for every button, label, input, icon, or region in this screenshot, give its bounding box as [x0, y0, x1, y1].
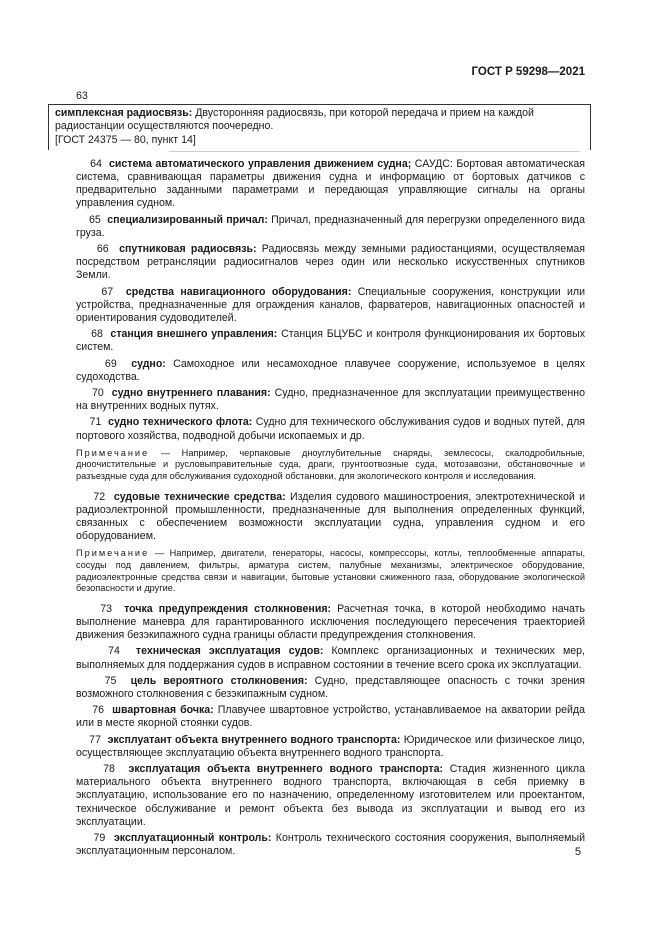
- entry-term: точка предупреждения столкновения:: [124, 602, 332, 615]
- entry-64: [76, 158, 585, 211]
- entry-66: [76, 243, 585, 283]
- entry-term: эксплуатационный контроль:: [113, 832, 272, 845]
- entry-number: 68: [91, 328, 103, 341]
- page-number: 5: [574, 846, 581, 858]
- source-reference: [ГОСТ 24375 — 80, пункт 14]: [55, 133, 196, 146]
- entry-term: система автоматического управления движением судна;: [109, 157, 412, 170]
- entry-text: Самоходное или несамоходное плавучее сооружение, используемое в целях судоходства.: [76, 357, 585, 383]
- entry-term: станция внешнего управления:: [110, 328, 278, 341]
- entry-number: 78: [103, 763, 115, 776]
- note-label: Примечание: [76, 548, 150, 559]
- entry-text: Специальные сооружения, конструкции или устройства, предназначенные для ограждения каналов, фарватеров, навигационных опасностей и ориентирования судоводителей.: [76, 285, 586, 325]
- entry-term: цель вероятного столкновения:: [130, 674, 308, 687]
- entry-text: Комплекс организационных и технических мер, выполняемых для поддержания судов в исправном состоянии в течение всего срока их эксплуатации.: [76, 645, 585, 671]
- entries-64-71: [76, 158, 585, 443]
- note-1: [76, 448, 585, 483]
- entry-number: 65: [88, 213, 101, 226]
- entry-74: [76, 645, 585, 671]
- entry-number: 75: [104, 674, 117, 687]
- entry-text: Причал, предназначенный для перегрузки определенного вида груза.: [76, 213, 585, 239]
- entry-text: САУДС: Бортовая автоматическая система, сравнивающая параметры движения судна и информацию от бортовых датчиков с предварительно заданными параметрами и передающая управляющие сигналы на органы управления судном.: [76, 157, 585, 210]
- entry-number: 79: [93, 832, 106, 845]
- entry-number: 77: [89, 733, 101, 746]
- entry-77: [76, 734, 585, 760]
- entry-text: Двусторонняя радиосвязь, при которой передача и прием на каждой радиостанции осуществляются поочередно.: [55, 107, 534, 133]
- entry-75: [76, 675, 585, 701]
- entry-number: 76: [92, 704, 105, 717]
- entry-term: судно:: [131, 357, 166, 370]
- entry-79: [76, 832, 585, 858]
- entries-73-79: [76, 603, 585, 859]
- note-text: — Например, двигатели, генераторы, насосы, компрессоры, котлы, теплообменные аппараты, сосуды под давлением, фильтры, арматура систем, палубные механизмы, электрическое оборудование, радиоэлектронные средства связи и навигации, бытовые установки сжиженного газа, оборудование экологической безопасности и другие.: [76, 548, 585, 594]
- entry-text: Станция БЦУБС и контроля функционирования их бортовых систем.: [76, 328, 585, 354]
- entry-text: Плавучее швартовное устройство, устанавливаемое на акватории рейда или в месте якорной стоянки судов.: [76, 704, 585, 730]
- entry-term: симплексная радиосвязь:: [55, 107, 193, 120]
- entry-72: [76, 491, 585, 544]
- entry-number: 72: [93, 490, 106, 503]
- entry-number: 67: [101, 285, 114, 298]
- note-2: [76, 548, 585, 594]
- entry-63: [55, 107, 584, 133]
- entry-number: 69: [104, 357, 117, 370]
- entry-text: Радиосвязь между земными радиостанциями, осуществляемая посредством ретрансляции радиосигналов через один или несколько искусственных спутников Земли.: [76, 243, 586, 282]
- quoted-definition-box: [48, 104, 591, 150]
- entry-term: эксплуатация объекта внутреннего водного транспорта:: [128, 763, 443, 776]
- entry-term: швартовная бочка:: [112, 704, 214, 717]
- entry-76: [76, 704, 585, 730]
- document-body: [55, 90, 586, 862]
- entry-term: судно технического флота:: [108, 416, 253, 429]
- entry-number: 66: [96, 243, 109, 256]
- entry-number: 71: [89, 416, 102, 429]
- entry-number: 64: [90, 157, 102, 170]
- entry-term: специализированный причал:: [107, 213, 268, 226]
- entry-term: спутниковая радиосвязь:: [119, 243, 257, 256]
- entry-text: Судно, представляющее опасность с точки зрения возможного столкновения с безэкипажным судном.: [76, 674, 585, 701]
- entry-71: [76, 416, 585, 442]
- entry-text: Изделия судового машиностроения, электротехнической и радиоэлектронной промышленности, предназначенные для выполнения определенных функций, связанных с обеспечением возможности эксплуатации судна, управления судном и его оборудованием.: [76, 490, 586, 543]
- entry-term: техническая эксплуатация судов:: [135, 645, 324, 658]
- entry-73: [76, 603, 585, 643]
- entry-text: Судно для технического обслуживания судов и водных путей, для портового хозяйства, подводной добычи ископаемых и др.: [76, 416, 585, 442]
- note-text: — Например, черпаковые дноуглубительные снаряды, землесосы, скалодробильные, дноочистительные и русловыправительные суда, драги, грунтоотвозные суда, мотозавозни, обстановочные и разъездные суда для обслуживания судоходной обстановки, для экологического контроля и исследования.: [76, 447, 585, 482]
- entry-term: средства навигационного оборудования:: [125, 285, 352, 298]
- entry-text: Контроль технического состояния сооружения, выполняемый эксплуатационным персоналом.: [76, 832, 585, 858]
- entry-text: Судно, предназначенное для эксплуатации преимущественно на внутренних водных путях.: [76, 387, 586, 413]
- entry-number: 73: [100, 602, 112, 615]
- entry-67: [76, 286, 585, 326]
- entry-70: [76, 387, 585, 413]
- entry-term: эксплуатант объекта внутреннего водного транспорта:: [107, 733, 401, 746]
- entry-78: [76, 763, 585, 829]
- entry-number-63: 63: [76, 90, 88, 102]
- entry-68: [76, 328, 585, 354]
- entry-65: [76, 214, 585, 240]
- note-label: Примечание: [76, 447, 150, 458]
- document-header: ГОСТ Р 59298—2021: [471, 66, 585, 78]
- entry-69: [76, 358, 585, 384]
- entry-term: судно внутреннего плавания:: [111, 387, 271, 400]
- entry-number: 74: [108, 645, 120, 658]
- entry-text: Юридическое или физическое лицо, осуществляющее эксплуатацию объекта внутреннего водного транспорта.: [76, 733, 585, 759]
- entry-term: судовые технические средства:: [113, 490, 286, 503]
- entry-text: Расчетная точка, в которой необходимо начать выполнение маневра для гарантированного исключения последующего пересечения траекторией движения безэкипажного судна границы области предупреждения столкновения.: [76, 602, 585, 642]
- entry-number: 70: [91, 387, 104, 400]
- entry-text: Стадия жизненного цикла материального объекта внутреннего водного транспорта, включающая в себя приемку в эксплуатацию, использование его по назначению, определенному изготовителем или проектантом, техническое обслуживание и ремонт объекта без вывода из эксплуатации и вывод его из эксплуатации.: [76, 763, 585, 828]
